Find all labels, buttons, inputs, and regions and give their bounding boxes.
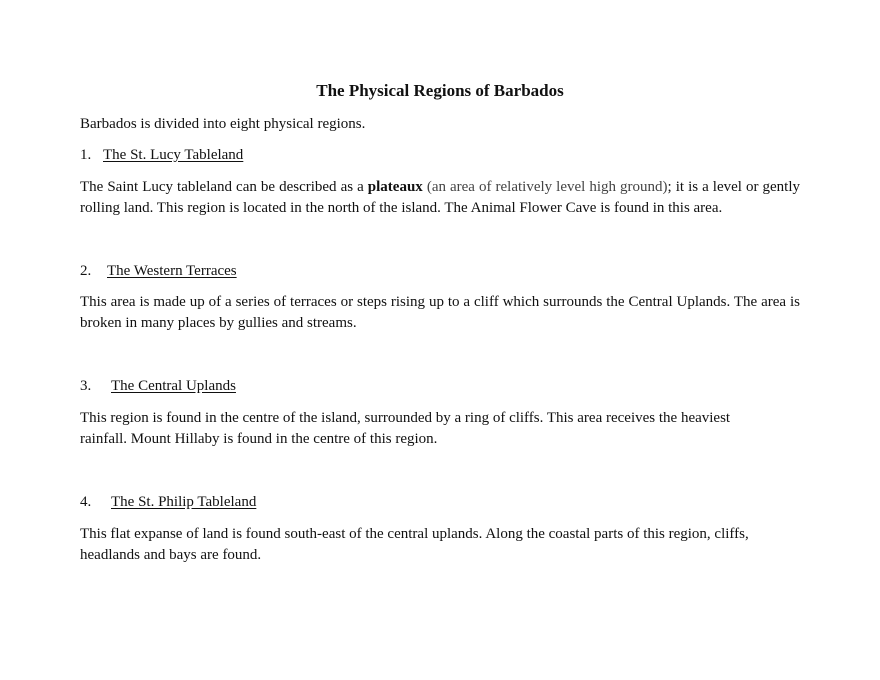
section-title: The St. Philip Tableland bbox=[111, 494, 257, 510]
document-title: The Physical Regions of Barbados bbox=[316, 81, 564, 100]
body-text: The Saint Lucy tableland can be described as a bbox=[80, 179, 368, 195]
body-line: headlands and bays are found. bbox=[80, 547, 262, 563]
intro-paragraph: Barbados is divided into eight physical regions. bbox=[80, 116, 366, 132]
section-number: 4. bbox=[80, 494, 92, 510]
bold-term: plateaux bbox=[367, 179, 423, 195]
section-title: The St. Lucy Tableland bbox=[103, 147, 244, 163]
section-body-central-uplands bbox=[80, 408, 800, 450]
section-heading-central-uplands bbox=[80, 376, 236, 397]
body-line: This flat expanse of land is found south-east of the central uplands. Along the coastal parts of this region, cliffs, bbox=[80, 526, 749, 542]
body-line: This region is found in the centre of the island, surrounded by a ring of cliffs. This area receives the heaviest bbox=[80, 410, 731, 426]
section-number: 2. bbox=[80, 263, 92, 279]
section-body-st-lucy bbox=[80, 177, 800, 219]
section-title: The Western Terraces bbox=[107, 263, 237, 279]
definition-text: (an area of relatively level high ground) bbox=[422, 179, 668, 195]
section-body-st-philip bbox=[80, 524, 800, 566]
section-number: 1. bbox=[80, 147, 92, 163]
section-heading-st-philip bbox=[80, 492, 256, 513]
section-heading-st-lucy bbox=[80, 145, 243, 166]
section-title: The Central Uplands bbox=[111, 378, 236, 394]
section-heading-western-terraces bbox=[80, 261, 237, 282]
section-number: 3. bbox=[80, 378, 92, 394]
body-text: ; it is a level or gently rolling land. This region is located in the north of the island. The Animal Flower Cave is found in this area. bbox=[80, 179, 800, 216]
body-line: rainfall. Mount Hillaby is found in the centre of this region. bbox=[80, 431, 438, 447]
section-body-western-terraces: This area is made up of a series of terraces or steps rising up to a cliff which surrounds the Central Uplands. The area is broken in many places by gullies and streams. bbox=[80, 294, 800, 331]
